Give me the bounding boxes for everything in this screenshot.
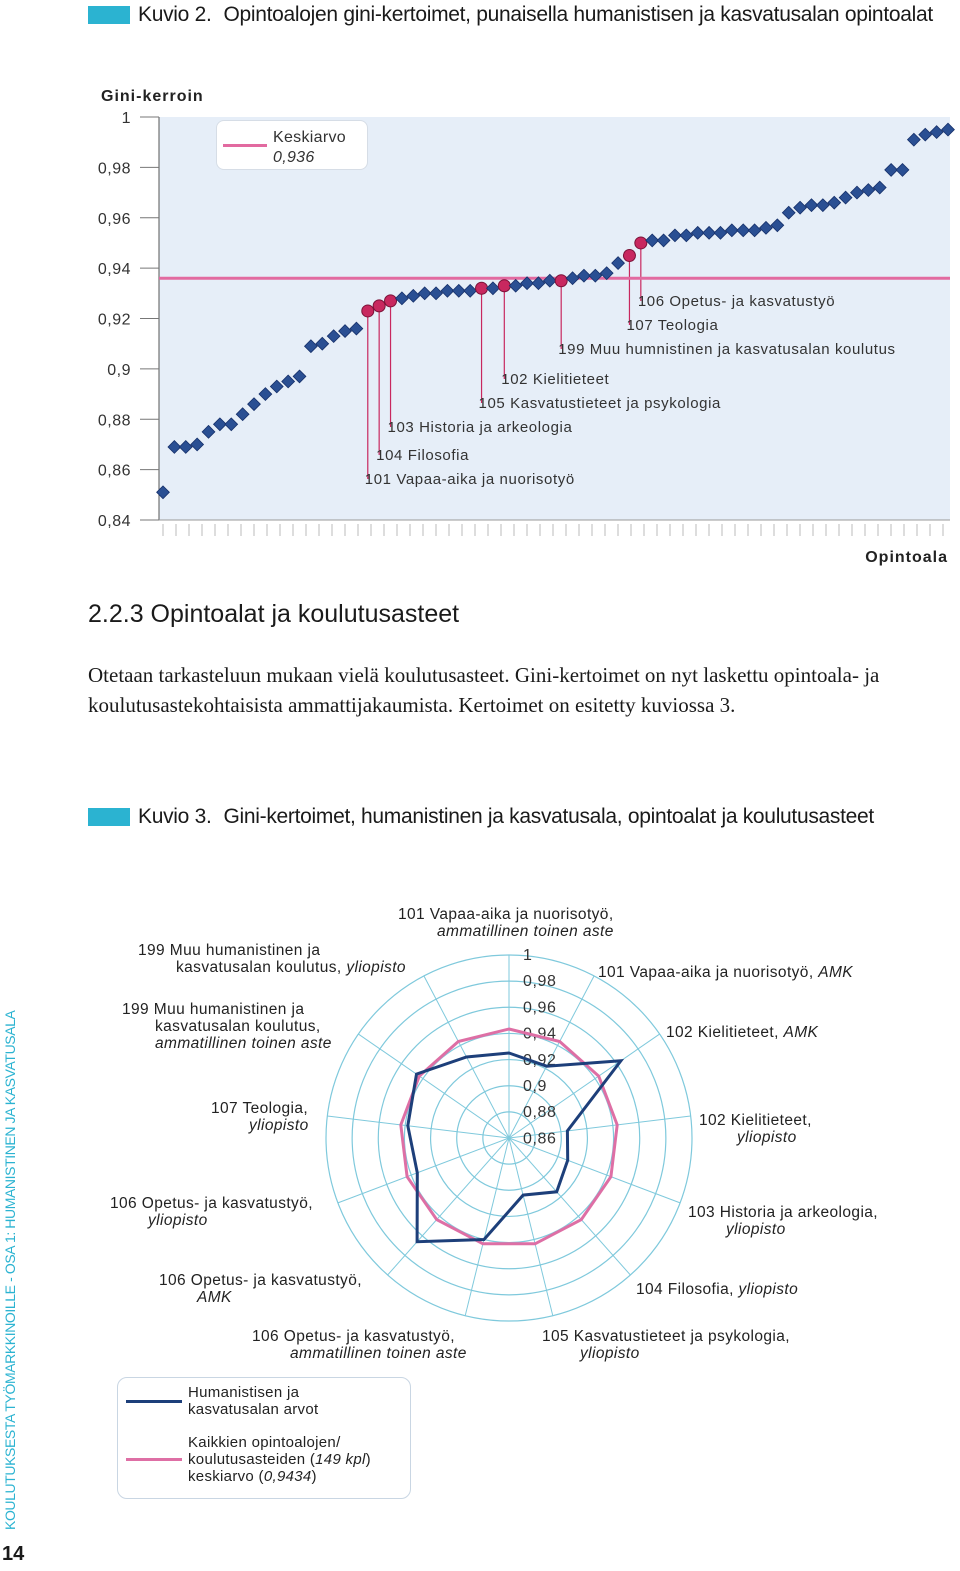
axis-label-level: yliopisto xyxy=(737,1129,797,1146)
highlight-label: 107 Teologia xyxy=(626,317,719,334)
axis-label xyxy=(176,959,406,976)
axis-label-name: 107 Teologia, xyxy=(211,1100,309,1117)
y-tick-label: 0,92 xyxy=(97,311,131,329)
figure-2-heading xyxy=(88,802,874,832)
highlight-label: 102 Kielitieteet xyxy=(501,371,610,388)
legend-label-series: Humanistisen ja kasvatusalan arvot xyxy=(188,1384,319,1418)
figure-1-legend xyxy=(216,120,368,170)
axis-label-name: 101 Vapaa-aika ja nuorisotyö, xyxy=(598,964,819,981)
ring-label: 0,94 xyxy=(523,1025,557,1043)
axis-label-name: 199 Muu humanistinen ja xyxy=(138,942,321,959)
axis-label-level: yliopisto xyxy=(346,959,406,976)
ring-label: 0,9 xyxy=(523,1078,548,1095)
figure-1-title: Opintoalojen gini-kertoimet, punaisella humanistisen ja kasvatusalan opintoalat xyxy=(223,3,933,26)
ring-label: 1 xyxy=(523,947,533,964)
axis-label-name: kasvatusalan koulutus, xyxy=(176,959,347,976)
axis-label-level: ammatillinen toinen aste xyxy=(155,1035,332,1052)
axis-label-level: yliopisto xyxy=(580,1345,640,1362)
axis-label-name: 105 Kasvatustieteet ja psykologia, xyxy=(542,1328,790,1345)
x-axis-label: Opintoala xyxy=(865,549,948,566)
y-tick-label: 0,88 xyxy=(97,412,131,430)
highlight-point xyxy=(385,295,397,307)
y-tick-label: 1 xyxy=(121,110,131,127)
highlight-label: 104 Filosofia xyxy=(376,447,470,464)
ring-label: 0,86 xyxy=(523,1130,557,1148)
highlight-label: 105 Kasvatustieteet ja psykologia xyxy=(478,395,722,412)
highlight-point xyxy=(362,305,374,317)
y-tick-label: 0,9 xyxy=(107,361,131,379)
highlight-point xyxy=(498,280,510,292)
highlight-label: 103 Historia ja arkeologia xyxy=(387,419,573,436)
section-title: 2.2.3 Opintoalat ja koulutusasteet xyxy=(88,600,460,628)
radar-spoke xyxy=(338,1138,509,1203)
legend-label-average xyxy=(188,1434,403,1485)
ring-label: 0,88 xyxy=(523,1104,557,1122)
legend-line-average xyxy=(126,1458,182,1461)
highlight-point xyxy=(635,237,647,249)
axis-label-name: 106 Opetus- ja kasvatustyö, xyxy=(252,1328,455,1345)
y-tick-label: 0,86 xyxy=(97,462,131,480)
axis-label-level: yliopisto xyxy=(249,1117,309,1134)
legend-average-line-2: koulutusasteiden (149 kpl) xyxy=(188,1451,371,1468)
ring-label: 0,96 xyxy=(523,999,557,1017)
y-tick-label: 0,96 xyxy=(97,210,131,228)
figure-2-title: Gini-kertoimet, humanistinen ja kasvatusala, opintoalat ja koulutusasteet xyxy=(223,805,874,828)
axis-label-name: 106 Opetus- ja kasvatustyö, xyxy=(159,1272,362,1289)
highlight-label: 199 Muu humnistinen ja kasvatusalan koulutus xyxy=(558,341,896,358)
highlight-point xyxy=(373,300,385,312)
radar-spoke xyxy=(509,1138,553,1316)
axis-label-level: AMK xyxy=(818,964,854,981)
figure-1-chart xyxy=(0,0,960,570)
axis-label xyxy=(598,964,853,981)
sidebar-running-title: KOULUTUKSESTA TYÖMARKKINOILLE - OSA 1: HUMANISTINEN JA KASVATUSALA xyxy=(2,1010,18,1530)
axis-label-level: AMK xyxy=(783,1024,819,1041)
highlight-label: 101 Vapaa-aika ja nuorisotyö xyxy=(364,471,575,488)
highlight-label: 106 Opetus- ja kasvatustyö xyxy=(637,293,836,310)
highlight-point xyxy=(623,250,635,262)
average-legend-line xyxy=(223,144,267,147)
plot-area xyxy=(159,117,950,520)
ring-label: 0,92 xyxy=(523,1051,557,1069)
figure-2-swatch xyxy=(88,808,130,826)
series-polygon xyxy=(408,1053,621,1242)
axis-label-level: ammatillinen toinen aste xyxy=(290,1345,467,1362)
axis-label xyxy=(666,1024,819,1041)
y-tick-label: 0,84 xyxy=(97,513,131,530)
axis-label-name: 199 Muu humanistinen ja xyxy=(122,1001,305,1018)
legend-average-line-3: keskiarvo (0,9434) xyxy=(188,1468,317,1485)
body-paragraph: Otetaan tarkasteluun mukaan vielä koulutusasteet. Gini-kertoimet on nyt laskettu opintoala- ja koulutusastekohtaisista ammattijakaumista. Kertoimet on esitetty kuviossa 3. xyxy=(88,663,880,717)
y-tick-label: 0,94 xyxy=(97,261,131,279)
legend-average-line-1: Kaikkien opintoalojen/ xyxy=(188,1434,341,1451)
average-legend-value: 0,936 xyxy=(273,149,315,166)
page-number: 14 xyxy=(2,1543,25,1565)
figure-2-legend xyxy=(117,1377,411,1499)
legend-line-series xyxy=(126,1400,182,1403)
axis-label-level: yliopisto xyxy=(726,1221,786,1238)
axis-label-name: kasvatusalan koulutus, xyxy=(155,1018,321,1035)
figure-2-number: Kuvio 3. xyxy=(138,805,212,828)
axis-label-name: 102 Kielitieteet, xyxy=(699,1112,812,1129)
ring-label: 0,98 xyxy=(523,973,557,991)
axis-label-level: AMK xyxy=(197,1289,232,1306)
highlight-point xyxy=(476,282,488,294)
axis-label-name: 104 Filosofia, xyxy=(636,1281,739,1298)
axis-label-level: yliopisto xyxy=(738,1281,799,1298)
axis-label-level: ammatillinen toinen aste xyxy=(437,923,614,940)
axis-label-name: 106 Opetus- ja kasvatustyö, xyxy=(110,1195,313,1212)
axis-label-name: 101 Vapaa-aika ja nuorisotyö, xyxy=(398,906,614,923)
axis-label-name: 102 Kielitieteet, xyxy=(666,1024,784,1041)
highlight-point xyxy=(555,275,567,287)
y-tick-label: 0,98 xyxy=(97,160,131,178)
figure-1-number: Kuvio 2. xyxy=(138,3,212,26)
average-legend-label: Keskiarvo xyxy=(273,129,346,146)
radar-spoke xyxy=(465,1138,509,1316)
axis-label-level: yliopisto xyxy=(148,1212,208,1229)
y-axis-label: Gini-kerroin xyxy=(101,88,204,105)
axis-label xyxy=(636,1281,798,1298)
axis-label-name: 103 Historia ja arkeologia, xyxy=(688,1204,879,1221)
